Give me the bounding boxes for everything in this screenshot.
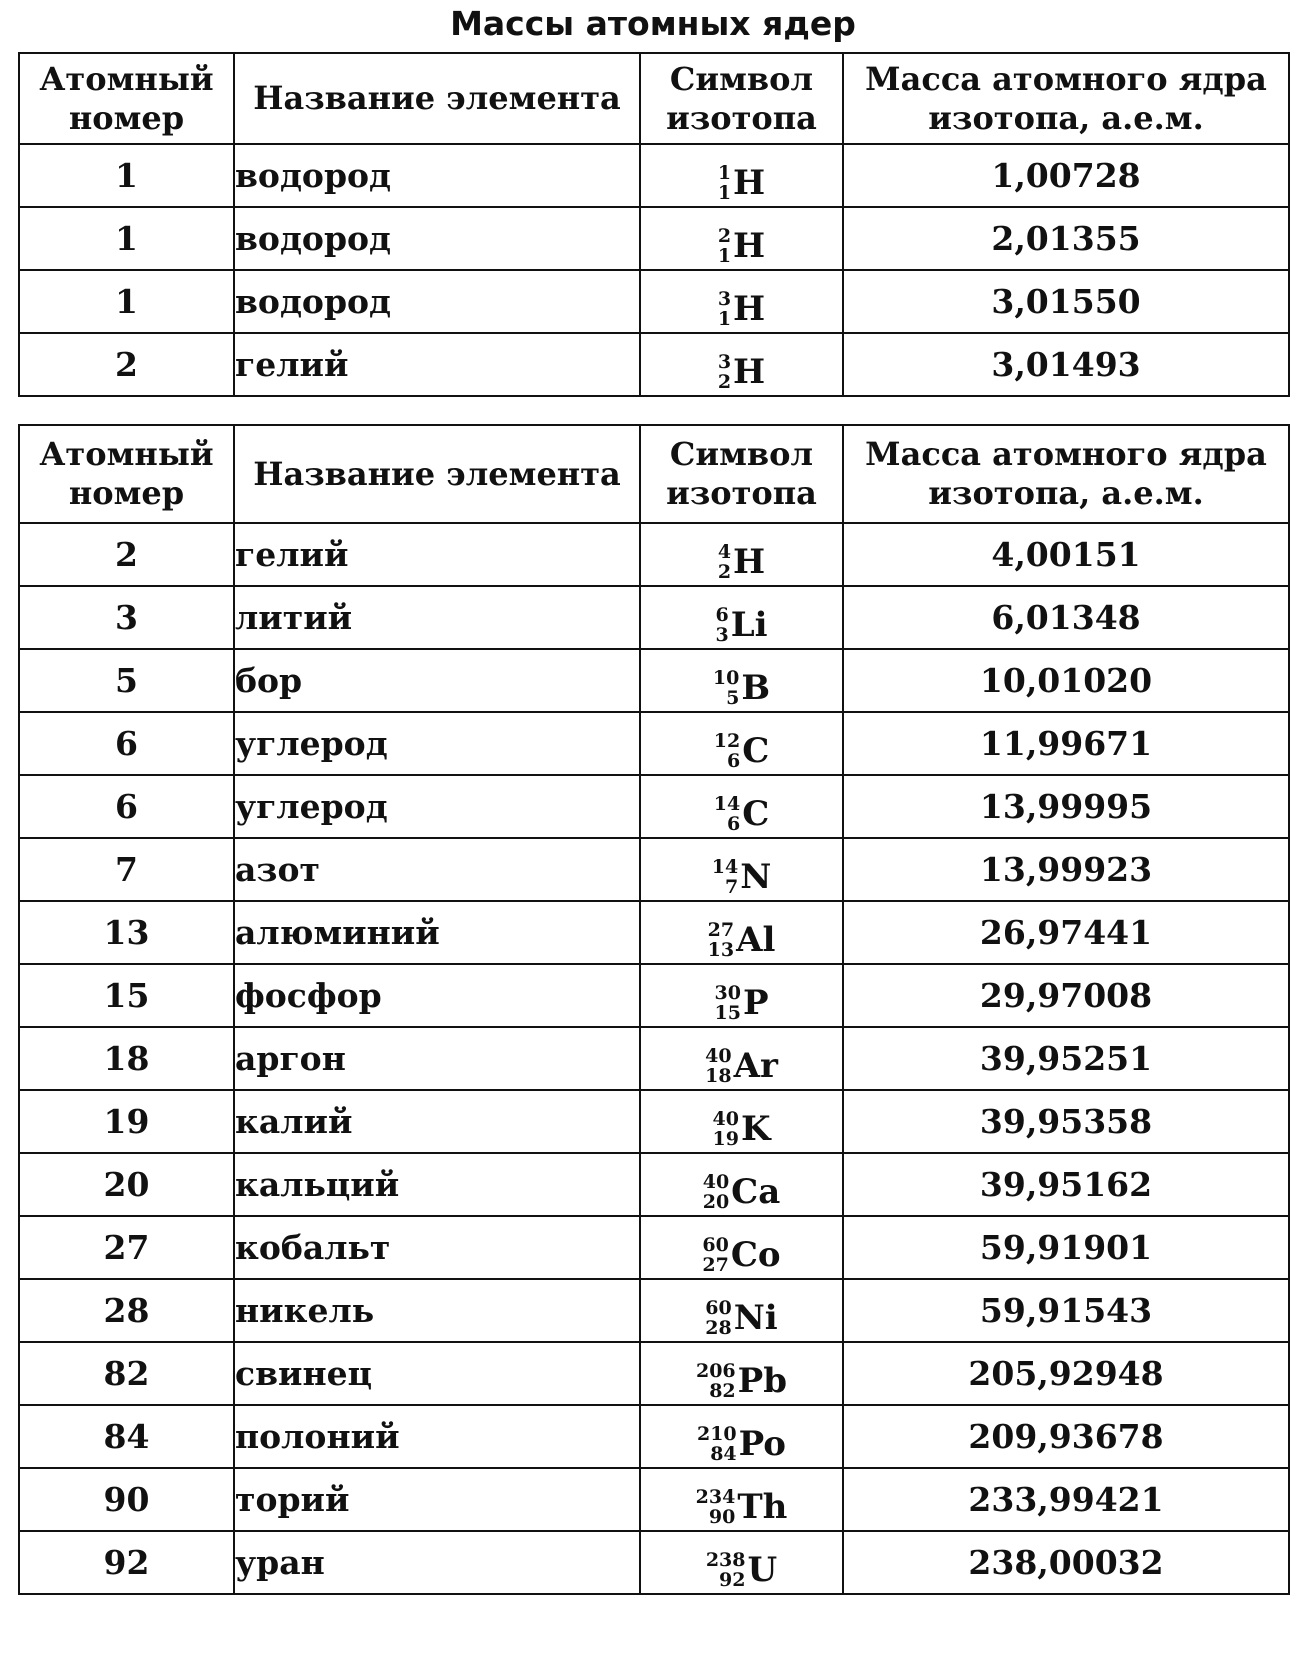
atomic-subscript: 1	[717, 182, 732, 204]
isotope-notation	[702, 1235, 780, 1275]
isotope-notation	[718, 542, 765, 582]
atomic-number-cell: 90	[19, 1468, 234, 1531]
atomic-number-cell: 3	[19, 586, 234, 649]
element-symbol: Al	[736, 920, 776, 960]
table-row	[19, 207, 1289, 270]
isotope-notation	[718, 289, 765, 329]
atomic-subscript: 20	[702, 1191, 730, 1213]
isotope-numbers	[713, 668, 739, 708]
isotope-notation	[696, 1361, 787, 1401]
header-atomic-number: Атомный номер	[19, 53, 234, 144]
nuclear-mass-cell: 26,97441	[843, 901, 1289, 964]
isotope-symbol-cell	[640, 1027, 843, 1090]
isotope-notation	[705, 1298, 777, 1338]
table-row	[19, 1342, 1289, 1405]
isotope-symbol-cell	[640, 270, 843, 333]
element-name-cell: гелий	[234, 333, 640, 396]
element-name-cell: водород	[234, 270, 640, 333]
atomic-subscript: 19	[712, 1128, 739, 1150]
atomic-number-cell: 7	[19, 838, 234, 901]
atomic-number-cell: 20	[19, 1153, 234, 1216]
isotope-symbol-cell	[640, 1090, 843, 1153]
element-name-cell: водород	[234, 207, 640, 270]
isotope-notation	[712, 857, 772, 897]
element-symbol: Th	[737, 1487, 788, 1527]
mass-number: 60	[702, 1234, 729, 1256]
table-row	[19, 649, 1289, 712]
nuclear-mass-cell: 1,00728	[843, 144, 1289, 207]
table-row	[19, 1027, 1289, 1090]
nuclear-mass-cell: 205,92948	[843, 1342, 1289, 1405]
element-name-cell: водород	[234, 144, 640, 207]
atomic-number-cell: 13	[19, 901, 234, 964]
mass-number: 234	[695, 1486, 736, 1508]
mass-number: 27	[707, 919, 735, 941]
mass-number: 10	[712, 667, 740, 689]
mass-number: 210	[696, 1423, 737, 1445]
isotope-numbers	[715, 605, 728, 645]
isotope-symbol-cell	[640, 144, 843, 207]
element-symbol: Ni	[733, 1298, 778, 1338]
element-symbol: C	[742, 731, 770, 771]
atomic-subscript: 1	[717, 308, 732, 330]
table-row	[19, 144, 1289, 207]
isotope-notation	[718, 163, 765, 203]
isotope-notation	[712, 1109, 770, 1149]
element-name-cell: азот	[234, 838, 640, 901]
mass-number: 238	[705, 1549, 746, 1571]
atomic-subscript: 92	[719, 1569, 746, 1591]
isotope-symbol-cell	[640, 1342, 843, 1405]
isotope-notation	[714, 794, 770, 834]
mass-number: 12	[713, 730, 741, 752]
atomic-subscript: 28	[705, 1317, 732, 1339]
isotope-numbers	[702, 1235, 728, 1275]
atomic-subscript: 3	[715, 624, 729, 646]
atomic-number-cell: 27	[19, 1216, 234, 1279]
atomic-subscript: 82	[709, 1380, 736, 1402]
atomic-subscript: 6	[726, 813, 741, 835]
element-name-cell: калий	[234, 1090, 640, 1153]
isotope-symbol-cell	[640, 207, 843, 270]
nuclear-mass-cell: 10,01020	[843, 649, 1289, 712]
isotope-symbol-cell	[640, 1216, 843, 1279]
isotope-numbers	[714, 731, 740, 771]
mass-number: 40	[712, 1108, 739, 1130]
table-row	[19, 586, 1289, 649]
isotope-symbol-cell	[640, 775, 843, 838]
atomic-number-cell: 2	[19, 333, 234, 396]
atomic-number-cell: 18	[19, 1027, 234, 1090]
atomic-subscript: 2	[717, 371, 732, 393]
mass-number: 30	[714, 982, 741, 1004]
isotope-symbol-cell	[640, 649, 843, 712]
header-atomic-number: Атомный номер	[19, 425, 234, 523]
isotope-symbol-cell	[640, 1153, 843, 1216]
element-symbol: Co	[730, 1235, 781, 1275]
isotope-numbers	[697, 1424, 737, 1464]
element-name-cell: аргон	[234, 1027, 640, 1090]
nuclear-mass-table-top	[18, 52, 1290, 397]
table-row	[19, 1531, 1289, 1594]
element-symbol: C	[742, 794, 770, 834]
mass-number: 60	[705, 1297, 732, 1319]
atomic-subscript: 27	[702, 1254, 729, 1276]
isotope-numbers	[718, 542, 731, 582]
atomic-number-cell: 6	[19, 712, 234, 775]
nuclear-mass-cell: 4,00151	[843, 523, 1289, 586]
table-header-row	[19, 425, 1289, 523]
isotope-symbol-cell	[640, 1531, 843, 1594]
nuclear-mass-cell: 13,99923	[843, 838, 1289, 901]
isotope-numbers	[718, 352, 731, 392]
isotope-numbers	[712, 1109, 738, 1149]
isotope-symbol-cell	[640, 586, 843, 649]
element-name-cell: кобальт	[234, 1216, 640, 1279]
nuclear-mass-cell: 3,01550	[843, 270, 1289, 333]
element-symbol: H	[733, 542, 766, 582]
isotope-numbers	[718, 163, 731, 203]
element-name-cell: углерод	[234, 712, 640, 775]
nuclear-mass-cell: 39,95162	[843, 1153, 1289, 1216]
atomic-subscript: 18	[705, 1065, 732, 1087]
element-name-cell: свинец	[234, 1342, 640, 1405]
nuclear-mass-cell: 11,99671	[843, 712, 1289, 775]
table-row	[19, 1216, 1289, 1279]
nuclear-mass-cell: 29,97008	[843, 964, 1289, 1027]
nuclear-mass-cell: 2,01355	[843, 207, 1289, 270]
atomic-number-cell: 6	[19, 775, 234, 838]
atomic-number-cell: 1	[19, 207, 234, 270]
isotope-notation	[705, 1046, 778, 1086]
element-symbol: H	[733, 289, 766, 329]
element-symbol: Pb	[737, 1361, 787, 1401]
table-row	[19, 964, 1289, 1027]
element-symbol: P	[742, 983, 769, 1023]
mass-number: 2	[717, 225, 732, 247]
nuclear-mass-cell: 6,01348	[843, 586, 1289, 649]
isotope-numbers	[708, 920, 734, 960]
isotope-numbers	[705, 1298, 731, 1338]
element-name-cell: никель	[234, 1279, 640, 1342]
element-name-cell: уран	[234, 1531, 640, 1594]
mass-number: 4	[717, 541, 732, 563]
isotope-notation	[715, 605, 767, 645]
nuclear-mass-cell: 238,00032	[843, 1531, 1289, 1594]
atomic-subscript: 1	[717, 245, 732, 267]
atomic-subscript: 7	[724, 876, 739, 898]
atomic-number-cell: 1	[19, 270, 234, 333]
header-element-name: Название элемента	[234, 53, 640, 144]
element-symbol: Ar	[733, 1046, 778, 1086]
element-symbol: N	[740, 857, 772, 897]
isotope-numbers	[718, 289, 731, 329]
element-name-cell: торий	[234, 1468, 640, 1531]
element-symbol: Ca	[731, 1172, 781, 1212]
page-title: Массы атомных ядер	[450, 4, 856, 43]
mass-number: 6	[715, 604, 729, 626]
isotope-notation	[696, 1487, 788, 1527]
element-name-cell: гелий	[234, 523, 640, 586]
mass-number: 40	[705, 1045, 732, 1067]
atomic-subscript: 15	[714, 1002, 741, 1024]
isotope-numbers	[705, 1046, 731, 1086]
element-name-cell: фосфор	[234, 964, 640, 1027]
atomic-number-cell: 82	[19, 1342, 234, 1405]
isotope-symbol-cell	[640, 1279, 843, 1342]
mass-number: 14	[711, 856, 739, 878]
mass-number: 14	[713, 793, 741, 815]
header-element-name: Название элемента	[234, 425, 640, 523]
isotope-numbers	[712, 857, 738, 897]
table-row	[19, 523, 1289, 586]
table-row	[19, 1153, 1289, 1216]
isotope-notation	[714, 983, 768, 1023]
table-row	[19, 901, 1289, 964]
header-isotope-symbol: Символ изотопа	[640, 425, 843, 523]
isotope-numbers	[706, 1550, 746, 1590]
table-row	[19, 712, 1289, 775]
table-row	[19, 270, 1289, 333]
isotope-notation	[714, 731, 770, 771]
atomic-number-cell: 84	[19, 1405, 234, 1468]
nuclear-mass-cell: 13,99995	[843, 775, 1289, 838]
element-symbol: H	[733, 352, 766, 392]
isotope-symbol-cell	[640, 1405, 843, 1468]
isotope-symbol-cell	[640, 901, 843, 964]
table-row	[19, 1468, 1289, 1531]
isotope-symbol-cell	[640, 712, 843, 775]
element-symbol: Po	[738, 1424, 786, 1464]
isotope-numbers	[696, 1487, 736, 1527]
element-symbol: U	[747, 1550, 778, 1590]
table-row	[19, 1090, 1289, 1153]
element-name-cell: полоний	[234, 1405, 640, 1468]
atomic-number-cell: 28	[19, 1279, 234, 1342]
isotope-numbers	[714, 983, 740, 1023]
isotope-numbers	[703, 1172, 729, 1212]
table-row	[19, 333, 1289, 396]
nuclear-mass-cell: 39,95251	[843, 1027, 1289, 1090]
isotope-notation	[713, 668, 770, 708]
atomic-number-cell: 1	[19, 144, 234, 207]
element-name-cell: алюминий	[234, 901, 640, 964]
mass-number: 1	[717, 162, 732, 184]
element-name-cell: кальций	[234, 1153, 640, 1216]
atomic-subscript: 13	[707, 939, 735, 961]
nuclear-mass-cell: 233,99421	[843, 1468, 1289, 1531]
element-name-cell: бор	[234, 649, 640, 712]
atomic-subscript: 84	[710, 1443, 737, 1465]
atomic-number-cell: 19	[19, 1090, 234, 1153]
nuclear-mass-table-bottom	[18, 424, 1290, 1595]
nuclear-mass-cell: 3,01493	[843, 333, 1289, 396]
isotope-notation	[708, 920, 776, 960]
isotope-symbol-cell	[640, 333, 843, 396]
table-row	[19, 1405, 1289, 1468]
table-row	[19, 1279, 1289, 1342]
element-symbol: Li	[730, 605, 768, 645]
element-symbol: H	[733, 163, 766, 203]
isotope-numbers	[696, 1361, 736, 1401]
atomic-number-cell: 15	[19, 964, 234, 1027]
mass-number: 206	[695, 1360, 736, 1382]
nuclear-mass-cell: 39,95358	[843, 1090, 1289, 1153]
isotope-symbol-cell	[640, 523, 843, 586]
mass-number: 40	[702, 1171, 730, 1193]
table-row	[19, 775, 1289, 838]
isotope-numbers	[718, 226, 731, 266]
nuclear-mass-cell: 59,91543	[843, 1279, 1289, 1342]
element-symbol: K	[740, 1109, 771, 1149]
header-nuclear-mass: Масса атомного ядра изотопа, а.е.м.	[843, 425, 1289, 523]
element-name-cell: литий	[234, 586, 640, 649]
isotope-numbers	[714, 794, 740, 834]
mass-number: 3	[717, 288, 732, 310]
atomic-number-cell: 92	[19, 1531, 234, 1594]
mass-number: 3	[717, 351, 732, 373]
isotope-symbol-cell	[640, 964, 843, 1027]
table-header-row	[19, 53, 1289, 144]
atomic-subscript: 6	[726, 750, 741, 772]
element-name-cell: углерод	[234, 775, 640, 838]
isotope-symbol-cell	[640, 838, 843, 901]
header-isotope-symbol: Символ изотопа	[640, 53, 843, 144]
nuclear-mass-cell: 209,93678	[843, 1405, 1289, 1468]
element-symbol: H	[733, 226, 766, 266]
atomic-number-cell: 5	[19, 649, 234, 712]
element-symbol: B	[741, 668, 771, 708]
isotope-symbol-cell	[640, 1468, 843, 1531]
nuclear-mass-cell: 59,91901	[843, 1216, 1289, 1279]
isotope-notation	[697, 1424, 786, 1464]
atomic-subscript: 2	[717, 561, 732, 583]
table-row	[19, 838, 1289, 901]
atomic-number-cell: 2	[19, 523, 234, 586]
isotope-notation	[703, 1172, 781, 1212]
atomic-subscript: 5	[726, 687, 740, 709]
isotope-notation	[718, 352, 765, 392]
atomic-subscript: 90	[708, 1506, 736, 1528]
isotope-notation	[718, 226, 765, 266]
isotope-notation	[706, 1550, 777, 1590]
header-nuclear-mass: Масса атомного ядра изотопа, а.е.м.	[843, 53, 1289, 144]
